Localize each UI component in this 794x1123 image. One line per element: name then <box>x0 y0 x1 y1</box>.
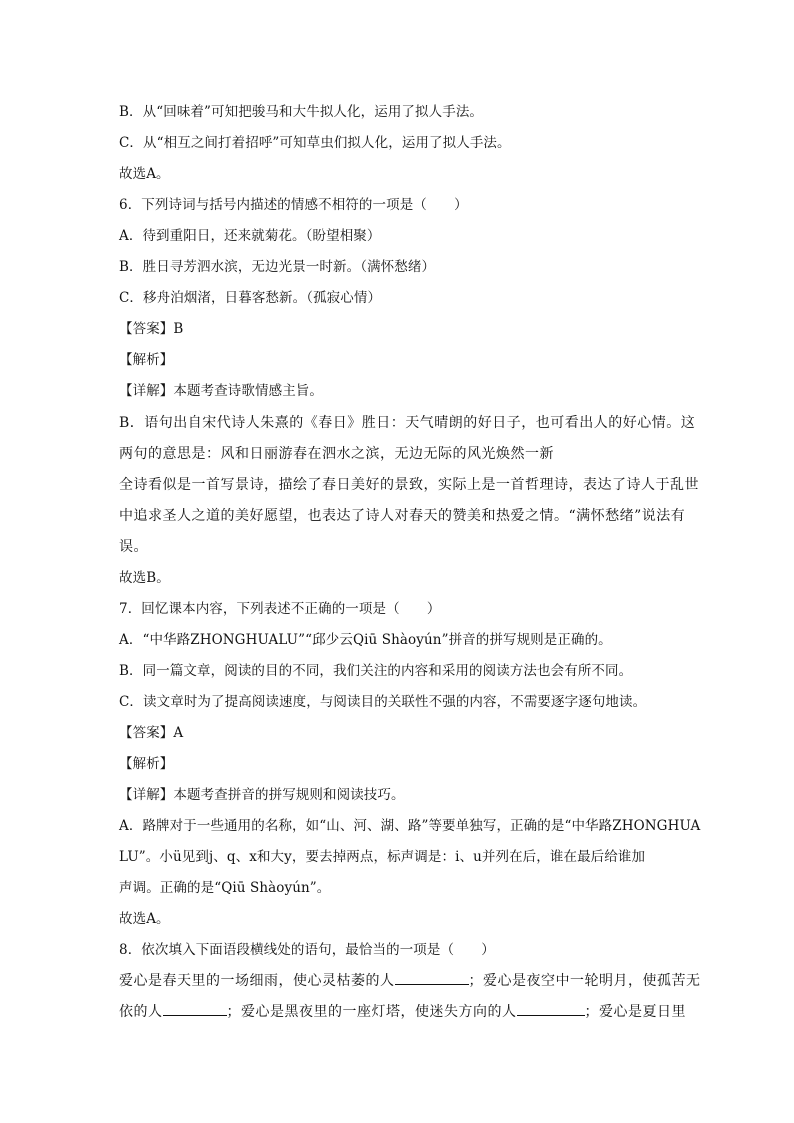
detail-label: 【详解】本题考查拼音的拼写规则和阅读技巧。 <box>119 787 405 803</box>
explanation-line: 声调。正确的是“Qiū Shàoyún”。 <box>119 880 331 896</box>
text-line: B．从“回味着”可知把骏马和大牛拟人化，运用了拟人手法。 <box>119 104 484 120</box>
answer-label: 【答案】A <box>119 725 184 741</box>
analysis-label: 【解析】 <box>119 352 174 368</box>
question-7-option-c: C．读文章时为了提高阅读速度，与阅读目的关联性不强的内容，不需要逐字逐句地读。 <box>119 694 647 710</box>
fill-paragraph-line <box>119 1003 686 1021</box>
fill-paragraph-line <box>119 972 701 990</box>
text-line: 故选A。 <box>119 166 170 182</box>
question-7-stem: 7．回忆课本内容，下列表述不正确的一项是（ ） <box>119 601 441 617</box>
analysis-label: 【解析】 <box>119 756 174 772</box>
text-line: 故选A。 <box>119 911 170 927</box>
explanation-line: A．路牌对于一些通用的名称，如“山、河、湖、路”等要单独写，正确的是“中华路ZHONGHUA <box>119 818 701 834</box>
explanation-line: LU”。小ü见到j、q、x和大y，要去掉两点，标声调是：i、u并列在后，谁在最后给谁加 <box>119 849 646 865</box>
answer-blank <box>163 1003 227 1016</box>
explanation-line: 两句的意思是：风和日丽游春在泗水之滨，无边无际的风光焕然一新 <box>119 446 554 462</box>
question-8-stem: 8．依次填入下面语段横线处的语句，最恰当的一项是（ ） <box>119 942 495 958</box>
explanation-line: 误。 <box>119 539 148 555</box>
explanation-line: 全诗看似是一首写景诗，描绘了春日美好的景致，实际上是一首哲理诗，表达了诗人于乱世 <box>119 477 699 493</box>
question-6-option-b: B．胜日寻芳泗水滨，无边光景一时新。（满怀愁绪） <box>119 259 436 275</box>
text-line: 故选B。 <box>119 570 170 586</box>
answer-blank <box>395 972 469 985</box>
question-6-option-c: C．移舟泊烟渚，日暮客愁新。（孤寂心情） <box>119 290 382 306</box>
answer-label: 【答案】B <box>119 321 184 337</box>
fill-text: ；爱心是黑夜里的一座灯塔，使迷失方向的人 <box>226 1004 517 1020</box>
question-6-stem: 6．下列诗词与括号内描述的情感不相符的一项是（ ） <box>119 197 468 213</box>
answer-blank <box>517 1003 585 1016</box>
fill-text: ；爱心是夏日里 <box>584 1004 686 1020</box>
detail-label: 【详解】本题考查诗歌情感主旨。 <box>119 383 323 399</box>
text-line: C．从“相互之间打着招呼”可知草虫们拟人化，运用了拟人手法。 <box>119 135 511 151</box>
fill-text: 依的人 <box>119 1004 163 1020</box>
fill-text: ；爱心是夜空中一轮明月，使孤苦无 <box>468 973 701 989</box>
fill-text: 爱心是春天里的一场细雨，使心灵枯萎的人 <box>119 973 395 989</box>
explanation-line: B．语句出自宋代诗人朱熹的《春日》胜日：天气晴朗的好日子，也可看出人的好心情。这 <box>119 415 696 431</box>
question-7-option-a: A．“中华路ZHONGHUALU”“邱少云Qiū Shàoyún”拼音的拼写规则是正确的。 <box>119 632 612 648</box>
question-6-option-a: A．待到重阳日，还来就菊花。（盼望相聚） <box>119 228 381 244</box>
question-7-option-b: B．同一篇文章，阅读的目的不同，我们关注的内容和采用的阅读方法也会有所不同。 <box>119 663 633 679</box>
explanation-line: 中追求圣人之道的美好愿望，也表达了诗人对春天的赞美和热爱之情。“满怀愁绪”说法有 <box>119 508 686 524</box>
